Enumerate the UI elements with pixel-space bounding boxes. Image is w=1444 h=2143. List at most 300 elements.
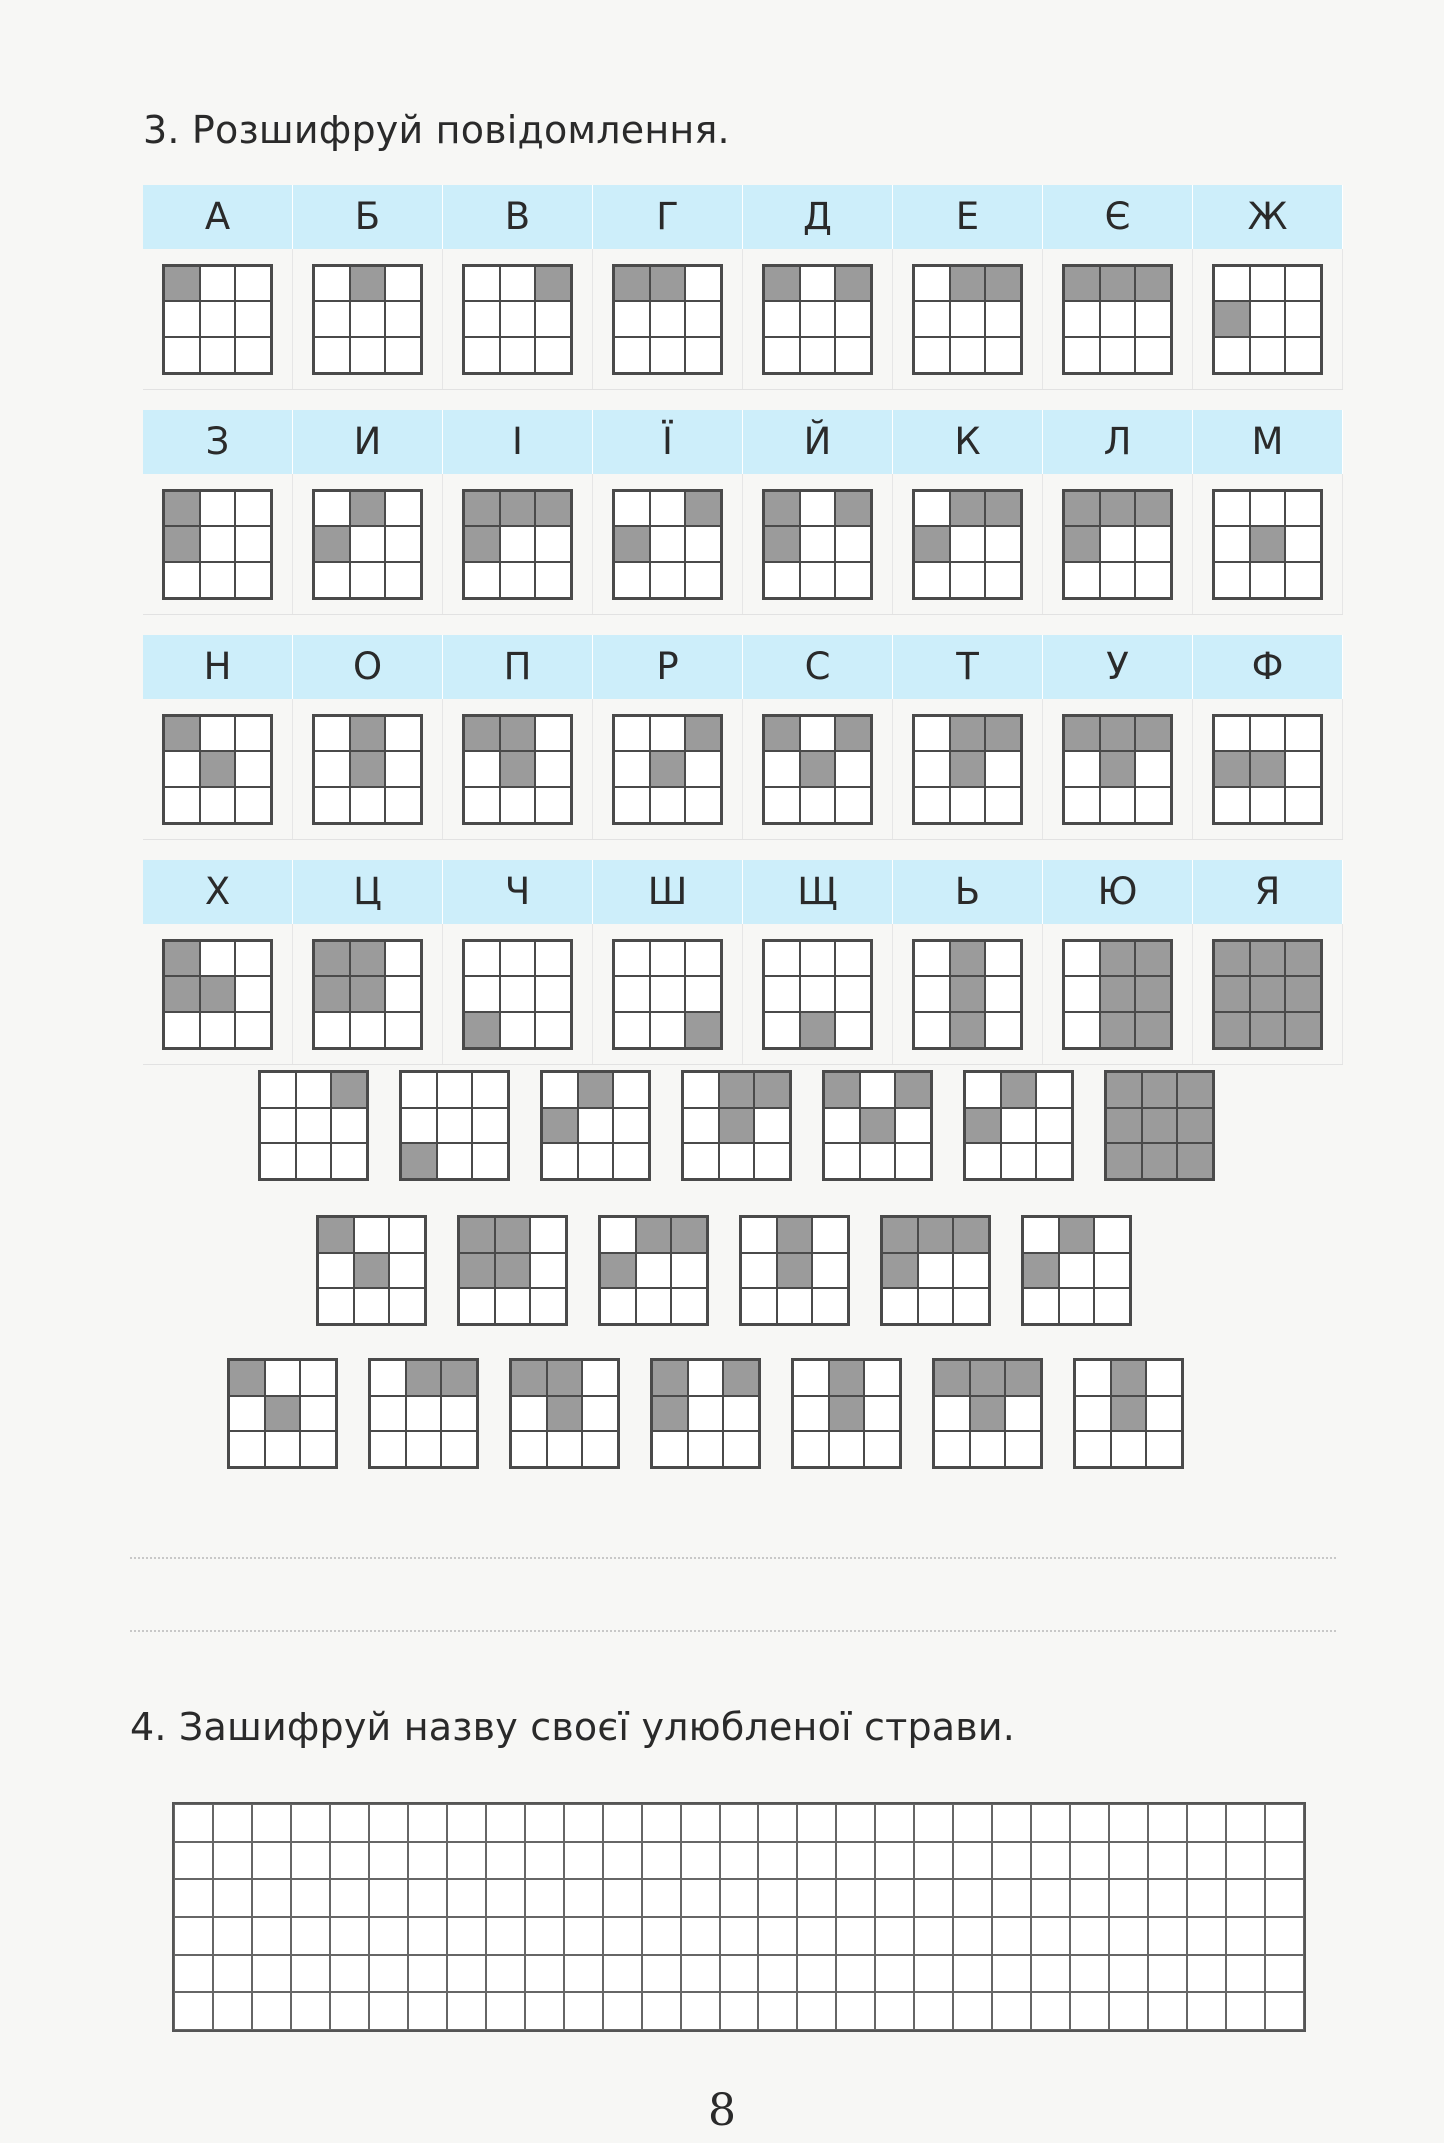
filled-cell <box>950 491 986 527</box>
answer-grid-cell[interactable] <box>408 1992 447 2030</box>
filled-cell <box>535 266 571 302</box>
answer-grid-cell[interactable] <box>1109 1992 1148 2030</box>
answer-grid-cell[interactable] <box>486 1879 525 1917</box>
empty-cell <box>1250 266 1286 302</box>
answer-grid-cell[interactable] <box>642 1992 681 2030</box>
empty-cell <box>511 1431 547 1467</box>
answer-grid-cell[interactable] <box>213 1992 252 2030</box>
empty-cell <box>385 337 421 373</box>
key-letter: Л <box>1043 410 1193 474</box>
filled-cell <box>500 491 536 527</box>
answer-grid-cell[interactable] <box>291 1804 330 1842</box>
answer-grid-cell[interactable] <box>836 1955 875 1993</box>
answer-grid-cell[interactable] <box>174 1842 213 1880</box>
answer-grid-cell[interactable] <box>953 1955 992 1993</box>
answer-grid-cell[interactable] <box>720 1992 759 2030</box>
answer-grid-cell[interactable] <box>1031 1955 1070 1993</box>
empty-cell <box>350 787 386 823</box>
answer-grid-cell[interactable] <box>681 1879 720 1917</box>
answer-grid-cell[interactable] <box>1109 1955 1148 1993</box>
key-glyph-cell <box>893 474 1043 614</box>
answer-grid-cell[interactable] <box>836 1879 875 1917</box>
empty-cell <box>636 1288 672 1324</box>
empty-cell <box>354 1217 390 1253</box>
answer-grid-cell[interactable] <box>291 1955 330 1993</box>
empty-cell <box>950 301 986 337</box>
answer-grid-cell[interactable] <box>642 1917 681 1955</box>
answer-grid-cell[interactable] <box>369 1955 408 1993</box>
answer-grid-cell[interactable] <box>1031 1842 1070 1880</box>
empty-cell <box>1135 301 1171 337</box>
answer-grid-cell[interactable] <box>1109 1879 1148 1917</box>
empty-cell <box>835 1012 871 1048</box>
answer-grid-cell[interactable] <box>992 1842 1031 1880</box>
filled-cell <box>1100 266 1136 302</box>
answer-grid-cell[interactable] <box>603 1917 642 1955</box>
empty-cell <box>835 941 871 977</box>
key-glyph-cell <box>143 474 293 614</box>
empty-cell <box>500 301 536 337</box>
empty-cell <box>1285 301 1321 337</box>
answer-grid-cell[interactable] <box>486 1804 525 1842</box>
empty-cell <box>864 1360 900 1396</box>
answer-grid-cell[interactable] <box>642 1879 681 1917</box>
key-letter: Я <box>1193 860 1343 924</box>
answer-grid-cell[interactable] <box>836 1992 875 2030</box>
answer-grid-cell[interactable] <box>330 1955 369 1993</box>
answer-grid-cell[interactable] <box>1226 1992 1265 2030</box>
filled-cell <box>1100 976 1136 1012</box>
key-letter: Ф <box>1193 635 1343 699</box>
key-glyph <box>1062 939 1173 1050</box>
answer-grid-cell[interactable] <box>1148 1879 1187 1917</box>
answer-grid-cell[interactable] <box>797 1917 836 1955</box>
answer-grid-cell[interactable] <box>1031 1804 1070 1842</box>
answer-grid-cell[interactable] <box>447 1955 486 1993</box>
answer-grid-cell[interactable] <box>291 1879 330 1917</box>
answer-grid-cell[interactable] <box>953 1992 992 2030</box>
answer-grid-cell[interactable] <box>914 1842 953 1880</box>
answer-grid-cell[interactable] <box>681 1804 720 1842</box>
answer-grid-cell[interactable] <box>330 1992 369 2030</box>
filled-cell <box>1135 491 1171 527</box>
empty-cell <box>723 1431 759 1467</box>
answer-grid-cell[interactable] <box>213 1955 252 1993</box>
answer-grid-cell[interactable] <box>758 1842 797 1880</box>
empty-cell <box>914 562 950 598</box>
filled-cell <box>882 1217 918 1253</box>
empty-cell <box>1100 562 1136 598</box>
answer-grid-cell[interactable] <box>836 1917 875 1955</box>
empty-cell <box>459 1288 495 1324</box>
answer-grid-cell[interactable] <box>914 1804 953 1842</box>
filled-cell <box>354 1253 390 1289</box>
key-glyph <box>762 264 873 375</box>
answer-grid-cell[interactable] <box>447 1804 486 1842</box>
answer-grid-cell[interactable] <box>330 1804 369 1842</box>
answer-grid-cell[interactable] <box>564 1955 603 1993</box>
answer-grid-cell[interactable] <box>408 1917 447 1955</box>
empty-cell <box>895 1108 931 1144</box>
answer-grid-cell[interactable] <box>1070 1917 1109 1955</box>
answer-grid-cell[interactable] <box>213 1804 252 1842</box>
filled-cell <box>1250 1012 1286 1048</box>
answer-grid-cell[interactable] <box>720 1917 759 1955</box>
answer-grid-cell[interactable] <box>953 1842 992 1880</box>
answer-grid-cell[interactable] <box>1265 1955 1304 1993</box>
answer-grid-cell[interactable] <box>408 1842 447 1880</box>
empty-cell <box>1135 787 1171 823</box>
answer-grid-cell[interactable] <box>252 1842 291 1880</box>
empty-cell <box>235 976 271 1012</box>
answer-grid-cell[interactable] <box>1109 1842 1148 1880</box>
answer-grid-cell[interactable] <box>797 1992 836 2030</box>
answer-grid-cell[interactable] <box>1148 1992 1187 2030</box>
key-glyph <box>312 714 423 825</box>
answer-grid-cell[interactable] <box>1187 1955 1226 1993</box>
empty-cell <box>685 787 721 823</box>
empty-cell <box>614 751 650 787</box>
key-glyph-row <box>143 699 1343 840</box>
empty-cell <box>800 716 836 752</box>
empty-cell <box>401 1072 437 1108</box>
key-glyph-cell <box>143 924 293 1064</box>
empty-cell <box>1005 1396 1041 1432</box>
filled-cell <box>229 1360 265 1396</box>
answer-grid-cell[interactable] <box>564 1879 603 1917</box>
empty-cell <box>318 1253 354 1289</box>
key-glyph <box>762 714 873 825</box>
answer-grid-cell[interactable] <box>1265 1804 1304 1842</box>
answer-grid-cell[interactable] <box>914 1955 953 1993</box>
answer-grid-cell[interactable] <box>1265 1879 1304 1917</box>
answer-grid-cell[interactable] <box>1148 1804 1187 1842</box>
empty-cell <box>764 976 800 1012</box>
empty-cell <box>685 301 721 337</box>
empty-cell <box>800 562 836 598</box>
empty-cell <box>535 976 571 1012</box>
filled-cell <box>764 526 800 562</box>
answer-grid-cell[interactable] <box>525 1917 564 1955</box>
empty-cell <box>385 941 421 977</box>
answer-grid-cell[interactable] <box>252 1917 291 1955</box>
answer-grid-cell[interactable] <box>875 1842 914 1880</box>
answer-grid-cell[interactable] <box>875 1992 914 2030</box>
empty-cell <box>777 1288 813 1324</box>
answer-grid-cell[interactable] <box>797 1955 836 1993</box>
key-glyph <box>912 714 1023 825</box>
answer-grid-cell[interactable] <box>525 1992 564 2030</box>
answer-grid-cell[interactable] <box>720 1955 759 1993</box>
answer-grid-cell[interactable] <box>408 1955 447 1993</box>
answer-grid-cell[interactable] <box>681 1842 720 1880</box>
empty-cell <box>685 751 721 787</box>
answer-writing-line-1[interactable] <box>130 1557 1336 1559</box>
answer-grid-cell[interactable] <box>174 1955 213 1993</box>
answer-grid-cell[interactable] <box>252 1992 291 2030</box>
key-letter: Ї <box>593 410 743 474</box>
answer-grid-cell[interactable] <box>213 1842 252 1880</box>
empty-cell <box>1075 1360 1111 1396</box>
filled-cell <box>1100 751 1136 787</box>
answer-grid-cell[interactable] <box>1265 1917 1304 1955</box>
empty-cell <box>300 1396 336 1432</box>
answer-grid-cell[interactable] <box>525 1955 564 1993</box>
filled-cell <box>441 1360 477 1396</box>
empty-cell <box>685 337 721 373</box>
answer-grid-cell[interactable] <box>1031 1917 1070 1955</box>
answer-grid-cell[interactable] <box>758 1917 797 1955</box>
answer-grid-cell[interactable] <box>1187 1842 1226 1880</box>
answer-grid-cell[interactable] <box>330 1917 369 1955</box>
answer-grid-cell[interactable] <box>681 1955 720 1993</box>
answer-grid-cell[interactable] <box>953 1917 992 1955</box>
answer-grid-cell[interactable] <box>1226 1879 1265 1917</box>
answer-grid-cell[interactable] <box>564 1804 603 1842</box>
filled-cell <box>860 1108 896 1144</box>
answer-grid-cell[interactable] <box>758 1992 797 2030</box>
answer-grid-cell[interactable] <box>1070 1879 1109 1917</box>
answer-grid-cell[interactable] <box>1070 1804 1109 1842</box>
empty-cell <box>1111 1431 1147 1467</box>
empty-cell <box>200 1012 236 1048</box>
key-letter: Д <box>743 185 893 249</box>
key-glyph-cell <box>443 699 593 839</box>
empty-cell <box>314 491 350 527</box>
answer-grid-cell[interactable] <box>642 1804 681 1842</box>
answer-grid-cell[interactable] <box>720 1842 759 1880</box>
answer-grid-cell[interactable] <box>1148 1955 1187 1993</box>
filled-cell <box>350 491 386 527</box>
answer-grid-cell[interactable] <box>642 1842 681 1880</box>
answer-grid-cell[interactable] <box>1109 1804 1148 1842</box>
answer-grid-cell[interactable] <box>252 1955 291 1993</box>
answer-grid-cell[interactable] <box>486 1955 525 1993</box>
filled-cell <box>1106 1072 1142 1108</box>
key-glyph-row <box>143 474 1343 615</box>
answer-grid-cell[interactable] <box>1070 1842 1109 1880</box>
answer-grid-cell[interactable] <box>1226 1955 1265 1993</box>
answer-grid-cell[interactable] <box>875 1804 914 1842</box>
answer-grid-cell[interactable] <box>1031 1992 1070 2030</box>
answer-grid-cell[interactable] <box>914 1879 953 1917</box>
empty-cell <box>200 562 236 598</box>
empty-cell <box>965 1072 1001 1108</box>
answer-grid-cell[interactable] <box>252 1804 291 1842</box>
answer-grid-cell[interactable] <box>408 1879 447 1917</box>
answer-grid-cell[interactable] <box>369 1992 408 2030</box>
answer-grid-cell[interactable] <box>447 1992 486 2030</box>
key-glyph <box>162 714 273 825</box>
empty-cell <box>754 1143 790 1179</box>
empty-cell <box>535 716 571 752</box>
answer-grid-cell[interactable] <box>486 1842 525 1880</box>
answer-grid-cell[interactable] <box>603 1842 642 1880</box>
empty-cell <box>614 562 650 598</box>
answer-grid-cell[interactable] <box>174 1879 213 1917</box>
answer-grid-cell[interactable] <box>720 1804 759 1842</box>
empty-cell <box>1250 716 1286 752</box>
answer-grid-cell[interactable] <box>914 1992 953 2030</box>
answer-grid-cell[interactable] <box>486 1992 525 2030</box>
empty-cell <box>200 716 236 752</box>
answer-grid-cell[interactable] <box>720 1879 759 1917</box>
empty-cell <box>530 1217 566 1253</box>
empty-cell <box>812 1288 848 1324</box>
answer-grid-cell[interactable] <box>564 1992 603 2030</box>
answer-grid-cell[interactable] <box>953 1804 992 1842</box>
answer-grid-cell[interactable] <box>447 1917 486 1955</box>
empty-cell <box>535 526 571 562</box>
answer-grid-cell[interactable] <box>914 1917 953 1955</box>
empty-cell <box>437 1108 473 1144</box>
answer-grid-cell[interactable] <box>369 1842 408 1880</box>
answer-grid-cell[interactable] <box>1265 1842 1304 1880</box>
key-letter: П <box>443 635 593 699</box>
answer-grid-cell[interactable] <box>797 1842 836 1880</box>
key-glyph-cell <box>1043 924 1193 1064</box>
key-letter: Щ <box>743 860 893 924</box>
empty-cell <box>1036 1108 1072 1144</box>
answer-grid-cell[interactable] <box>1070 1955 1109 1993</box>
answer-grid-cell[interactable] <box>564 1917 603 1955</box>
empty-cell <box>385 1012 421 1048</box>
empty-cell <box>1214 716 1250 752</box>
answer-grid-cell[interactable] <box>408 1804 447 1842</box>
answer-grid-cell[interactable] <box>797 1879 836 1917</box>
answer-grid-cell[interactable] <box>1226 1917 1265 1955</box>
answer-grid-cell[interactable] <box>875 1879 914 1917</box>
answer-grid-cell[interactable] <box>525 1842 564 1880</box>
answer-grid-cell[interactable] <box>797 1804 836 1842</box>
empty-cell <box>385 976 421 1012</box>
empty-cell <box>650 301 686 337</box>
key-glyph <box>312 264 423 375</box>
filled-cell <box>535 491 571 527</box>
empty-cell <box>965 1143 1001 1179</box>
answer-grid-cell[interactable] <box>992 1804 1031 1842</box>
answer-writing-line-2[interactable] <box>130 1630 1336 1632</box>
empty-cell <box>914 787 950 823</box>
answer-grid-cell[interactable] <box>1148 1917 1187 1955</box>
answer-grid-cell[interactable] <box>836 1842 875 1880</box>
empty-cell <box>200 491 236 527</box>
answer-grid-cell[interactable] <box>1031 1879 1070 1917</box>
answer-grid-cell[interactable] <box>486 1917 525 1955</box>
answer-grid-cell[interactable] <box>603 1804 642 1842</box>
answer-grid-cell[interactable] <box>291 1917 330 1955</box>
answer-grid-cell[interactable] <box>992 1955 1031 1993</box>
answer-grid-cell[interactable] <box>1148 1842 1187 1880</box>
answer-grid-cell[interactable] <box>875 1917 914 1955</box>
answer-grid-cell[interactable] <box>330 1879 369 1917</box>
empty-cell <box>296 1143 332 1179</box>
filled-cell <box>1177 1108 1213 1144</box>
empty-cell <box>235 941 271 977</box>
answer-grid-cell[interactable] <box>1226 1842 1265 1880</box>
key-letter: Ь <box>893 860 1043 924</box>
empty-cell <box>500 976 536 1012</box>
answer-grid-cell[interactable] <box>525 1879 564 1917</box>
empty-cell <box>401 1108 437 1144</box>
answer-grid-cell[interactable] <box>1070 1992 1109 2030</box>
filled-cell <box>547 1396 583 1432</box>
answer-grid-cell[interactable] <box>758 1879 797 1917</box>
empty-cell <box>953 1288 989 1324</box>
key-glyph <box>912 939 1023 1050</box>
answer-grid-cell[interactable] <box>1187 1917 1226 1955</box>
filled-cell <box>578 1072 614 1108</box>
empty-cell <box>800 301 836 337</box>
answer-grid-cell[interactable] <box>213 1879 252 1917</box>
answer-grid-cell[interactable] <box>330 1842 369 1880</box>
filled-cell <box>1106 1108 1142 1144</box>
empty-cell <box>542 1072 578 1108</box>
key-letter: Є <box>1043 185 1193 249</box>
answer-grid-cell[interactable] <box>291 1842 330 1880</box>
key-letter: О <box>293 635 443 699</box>
answer-grid-cell[interactable] <box>174 1917 213 1955</box>
answer-grid-cell[interactable] <box>1187 1879 1226 1917</box>
empty-cell <box>754 1108 790 1144</box>
answer-grid-cell[interactable] <box>836 1804 875 1842</box>
page-number: 8 <box>708 2085 736 2136</box>
answer-grid-cell[interactable] <box>213 1917 252 1955</box>
answer-grid-cell[interactable] <box>1187 1992 1226 2030</box>
answer-grid-cell[interactable] <box>992 1917 1031 1955</box>
empty-cell <box>1064 301 1100 337</box>
answer-grid-cell[interactable] <box>291 1992 330 2030</box>
answer-grid-cell[interactable] <box>369 1804 408 1842</box>
answer-grid-cell[interactable] <box>447 1879 486 1917</box>
answer-grid-cell[interactable] <box>875 1955 914 1993</box>
answer-grid-cell[interactable] <box>1265 1992 1304 2030</box>
answer-grid-cell[interactable] <box>603 1955 642 1993</box>
empty-cell <box>914 716 950 752</box>
empty-cell <box>354 1288 390 1324</box>
answer-grid-cell[interactable] <box>603 1879 642 1917</box>
empty-cell <box>1135 337 1171 373</box>
empty-cell <box>914 337 950 373</box>
answer-grid-cell[interactable] <box>1187 1804 1226 1842</box>
answer-grid-cell[interactable] <box>369 1879 408 1917</box>
answer-grid-cell[interactable] <box>992 1879 1031 1917</box>
answer-grid-cell[interactable] <box>681 1992 720 2030</box>
empty-cell <box>650 1012 686 1048</box>
empty-cell <box>614 787 650 823</box>
answer-grid-cell[interactable] <box>953 1879 992 1917</box>
filled-cell <box>636 1217 672 1253</box>
answer-grid-cell[interactable] <box>603 1992 642 2030</box>
filled-cell <box>164 491 200 527</box>
answer-grid-cell[interactable] <box>992 1992 1031 2030</box>
answer-grid-cell[interactable] <box>174 1992 213 2030</box>
answer-grid-cell[interactable] <box>1109 1917 1148 1955</box>
answer-grid-cell[interactable] <box>564 1842 603 1880</box>
answer-grid-cell[interactable] <box>447 1842 486 1880</box>
answer-grid-cell[interactable] <box>642 1955 681 1993</box>
answer-grid-cell[interactable] <box>758 1804 797 1842</box>
answer-grid-cell[interactable] <box>1226 1804 1265 1842</box>
encoding-answer-grid[interactable] <box>172 1802 1306 2032</box>
answer-grid-cell[interactable] <box>369 1917 408 1955</box>
answer-grid-cell[interactable] <box>525 1804 564 1842</box>
answer-grid-cell[interactable] <box>758 1955 797 1993</box>
empty-cell <box>613 1143 649 1179</box>
answer-grid-cell[interactable] <box>174 1804 213 1842</box>
answer-grid-cell[interactable] <box>252 1879 291 1917</box>
answer-grid-cell[interactable] <box>681 1917 720 1955</box>
